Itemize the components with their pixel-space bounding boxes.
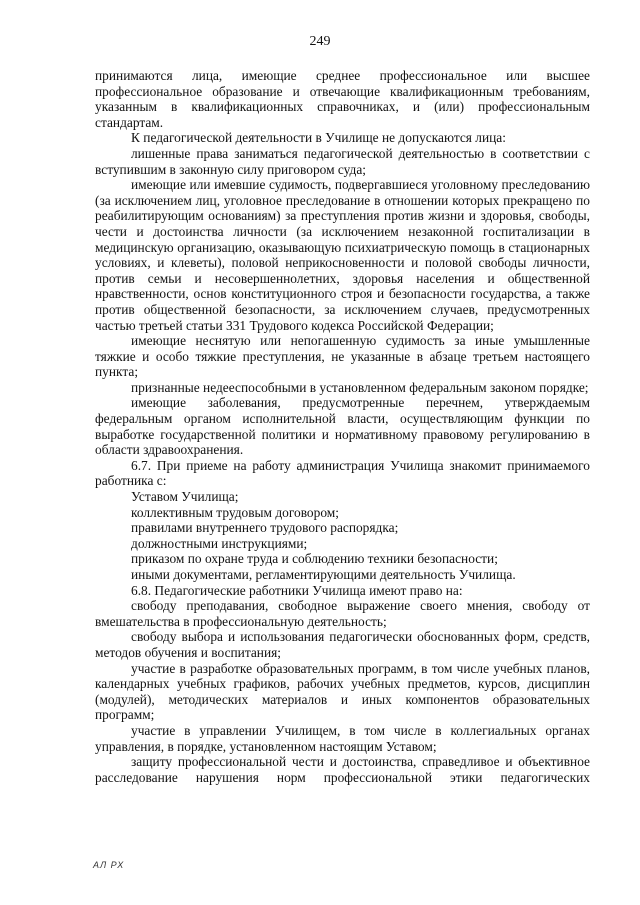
paragraph: имеющие или имевшие судимость, подвергавшиеся уголовному преследованию (за исключением лиц, уголовное преследование в отношении которых прекращено по реабилитирующим основаниям) за преступления против жизни и здоровья, свободы, чести и достоинства личности (за исключением незаконной госпитализации в медицинскую организацию, оказывающую психиатрическую помощь в стационарных условиях, и клеветы), половой неприкосновенности и половой свободы личности, против семьи и несовершеннолетних, здоровья населения и общественной нравственности, основ конституционного строя и безопасности государства, а также против общественной безопасности, за исключением случаев, предусмотренных частью третьей статьи 331 Трудового кодекса Российской Федерации; [95, 177, 590, 333]
page-number: 249 [309, 34, 331, 49]
paragraph: 6.8. Педагогические работники Училища имеют право на: [131, 582, 463, 598]
paragraph: имеющие заболевания, предусмотренные перечнем, утверждаемым федеральным органом исполнительной власти, осуществляющим функции по выработке государственной политики и нормативному правовому регулированию в области здравоохранения. [95, 395, 590, 458]
paragraph: лишенные права заниматься педагогической деятельностью в соответствии с вступившим в законную силу приговором суда; [95, 145, 590, 177]
paragraph: защиту профессиональной чести и достоинства, справедливое и объективное расследование нарушения норм профессиональной этики педагогических [95, 754, 590, 785]
paragraph: приказом по охране труда и соблюдению техники безопасности; [131, 551, 498, 567]
paragraph: правилами внутреннего трудового распорядка; [131, 520, 399, 536]
paragraph: имеющие неснятую или непогашенную судимость за иные умышленные тяжкие и особо тяжкие преступления, не указанные в абзаце третьем настоящего пункта; [95, 333, 590, 380]
paragraph: К педагогической деятельности в Училище не допускаются лица: [131, 130, 506, 146]
paragraph: 6.7. При приеме на работу администрация Училища знакомит принимаемого работника с: [95, 457, 590, 489]
initials-mark: АЛ РХ [93, 860, 125, 870]
paragraph: коллективным трудовым договором; [131, 504, 339, 520]
paragraph: свободу выбора и использования педагогически обоснованных форм, средств, методов обучения и воспитания; [95, 629, 590, 660]
paragraph: иными документами, регламентирующими деятельность Училища. [131, 567, 516, 582]
paragraph: свободу преподавания, свободное выражение своего мнения, свободу от вмешательства в профессиональную деятельность; [95, 598, 590, 629]
paragraph: участие в управлении Училищем, в том числе в коллегиальных органах управления, в порядке, установленном настоящим Уставом; [95, 722, 590, 754]
paragraph: участие в разработке образовательных программ, в том числе учебных планов, календарных учебных графиков, рабочих учебных предметов, курсов, дисциплин (модулей), методических материалов и иных компонентов образовательных программ; [95, 660, 590, 723]
paragraph: принимаются лица, имеющие среднее профессиональное или высшее профессиональное образование и отвечающие квалификационным требованиям, указанным в квалификационных справочниках, и (или) профессиональным стандартам. [95, 68, 590, 130]
paragraph: признанные недееспособными в установленном федеральным законом порядке; [131, 379, 589, 395]
document-body [95, 68, 590, 785]
paragraph: должностными инструкциями; [131, 535, 308, 551]
paragraph: Уставом Училища; [131, 489, 239, 505]
